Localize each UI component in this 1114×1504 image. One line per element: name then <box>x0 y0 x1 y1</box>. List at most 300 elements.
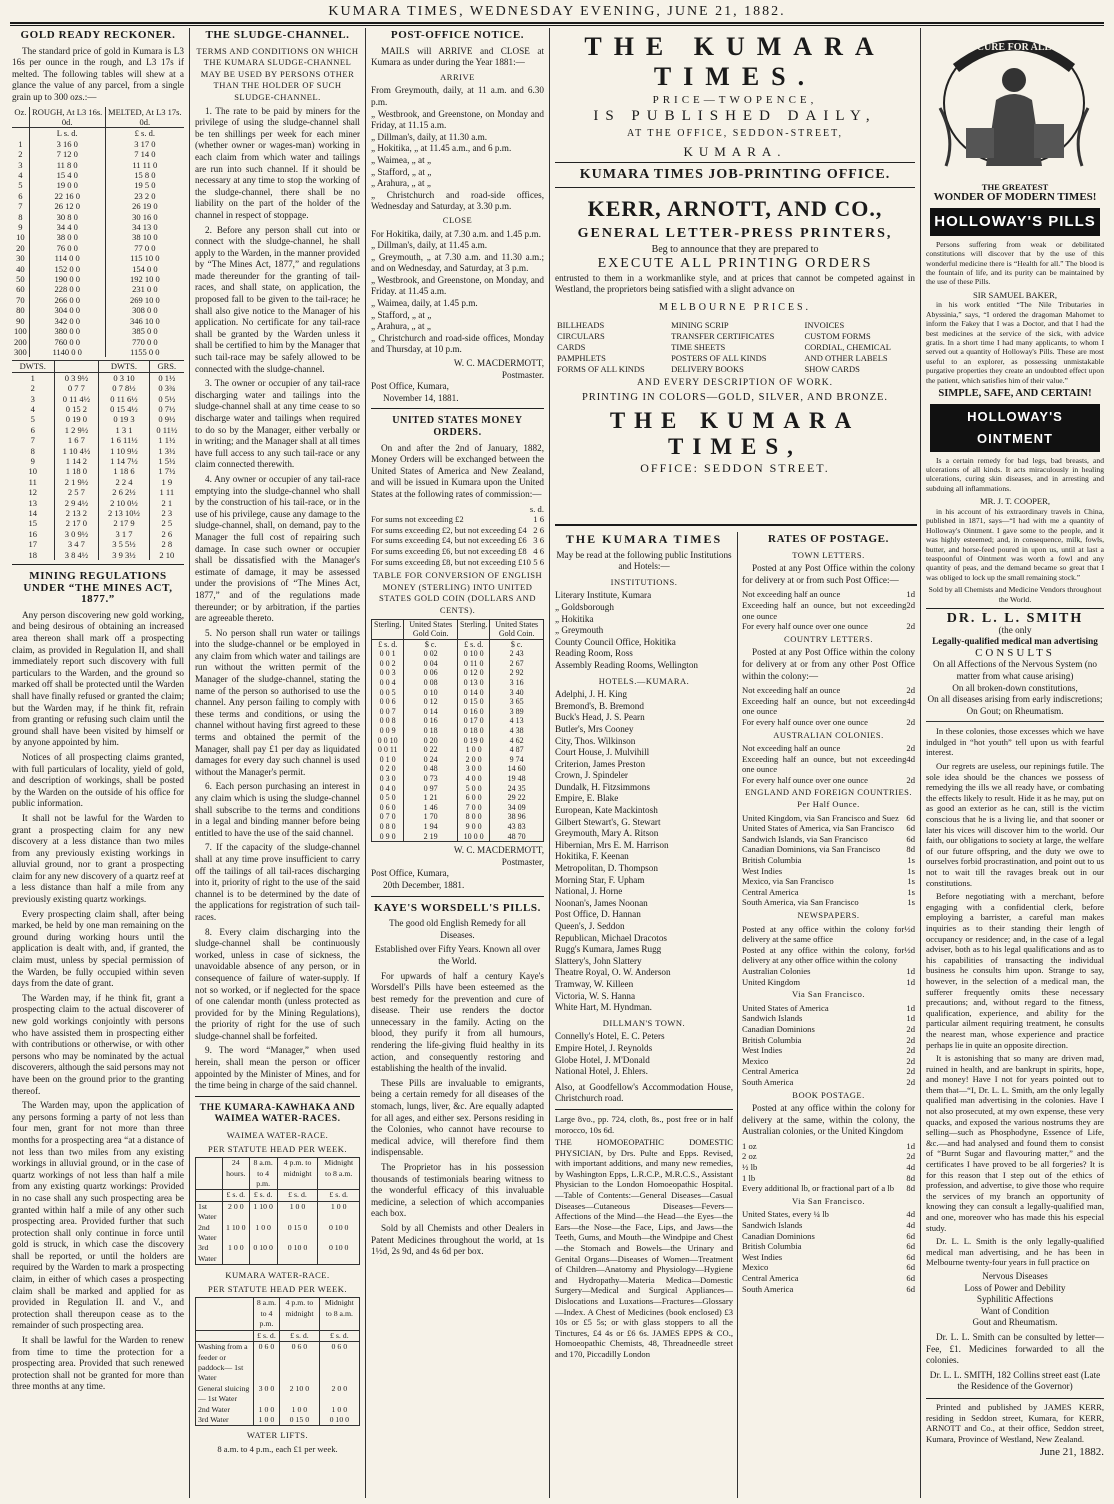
race1-header-cell: 24 hours. <box>222 1158 249 1190</box>
conversion-row <box>372 793 544 803</box>
race2-cell: 0 6 0 <box>319 1342 359 1384</box>
conversion-row-cell: 0 5 0 <box>379 793 396 803</box>
dwt-row-cell: 0 1½ <box>149 372 184 383</box>
holloway-sold: Sold by all Chemists and Medicine Vendors throughout the World. <box>928 585 1102 604</box>
via-sf-heading-2: Via San Francisco. <box>792 1195 865 1206</box>
oz-row-cell: 5 <box>18 180 23 191</box>
hotel: Butler's, Mrs Cooney <box>555 723 634 734</box>
conversion-row <box>372 707 544 717</box>
conversion-row <box>372 649 544 659</box>
oz-row <box>12 295 184 305</box>
dwt-row <box>12 539 184 549</box>
race2-cell: 2nd Water <box>198 1404 230 1414</box>
conversion-row-cell: 0 73 <box>404 774 458 784</box>
kaye-paragraph: Sold by all Chemists and other Dealers in Patent Medicines throughout the world, at 1s 1½d, 2s 9d, and 4s 6d per box. <box>371 1222 544 1257</box>
institution: „ Hokitika <box>555 613 594 624</box>
dwt-row-cell: 3 0 9½ <box>54 529 99 539</box>
hotel: Metropolitan, D. Thompson <box>555 863 658 874</box>
smith-consults: CONSULTS <box>975 646 1055 659</box>
conversion-row-cell: 4 13 <box>490 716 544 726</box>
foreign-rate <box>742 813 915 824</box>
race2-cell: 1 0 0 <box>319 1405 359 1415</box>
dillmans-heading: DILLMAN'S TOWN. <box>602 1017 686 1028</box>
times-published: IS PUBLISHED DAILY, <box>593 107 877 124</box>
dwt-row-cell: 0 15 4½ <box>99 404 149 414</box>
race2-header-cell: 8 a.m. to 4 p.m. <box>253 1298 279 1330</box>
oz-row-cell: 76 0 0 <box>29 243 105 253</box>
dillmans-hotel: National Hotel, J. Ehlers. <box>555 1066 648 1077</box>
conversion-row-cell: 0 06 <box>404 668 458 678</box>
rate-value: 6d <box>906 1241 915 1252</box>
newspaper-rate <box>742 924 915 945</box>
oz-row-cell: 269 10 0 <box>105 295 184 305</box>
printing-item: MINING SCRIP <box>671 319 729 330</box>
rate-label: For sums exceeding £4, but not exceeding £6 <box>371 535 527 546</box>
oz-row <box>12 212 184 222</box>
printing-item-row <box>555 331 915 342</box>
oz-row-cell: 200 <box>14 336 27 347</box>
dwt-row <box>12 404 184 414</box>
rate-value: 6d <box>906 1273 915 1283</box>
rate-label: South America, via San Francisco <box>742 897 859 908</box>
dwts-header: DWTS. <box>12 361 54 372</box>
oz-row-cell: 308 0 0 <box>105 305 184 315</box>
rate-label: Not exceeding half an ounce <box>742 743 841 754</box>
masthead: KUMARA TIMES, WEDNESDAY EVENING, JUNE 21, 1882. <box>328 4 786 19</box>
dwts-header: DWTS. <box>99 361 149 372</box>
rate-label: ½ lb <box>742 1162 758 1173</box>
rate-label: Australian Colonies <box>742 965 811 976</box>
sludge-paragraph: 7. If the capacity of the sludge-channel shall at any time prove insufficient to carry off the tailings of all tail-races discharging into it, priority of right to the use of the said channel is to be determined by the date of the applications for registration of such tail-races. <box>195 842 360 922</box>
dwt-row-cell: 14 <box>28 508 38 518</box>
rate-value: 1s <box>907 876 915 887</box>
race1-cell: 1st Water <box>198 1201 217 1222</box>
foreign-rate <box>742 887 915 898</box>
conversion-row-cell: 9 0 0 <box>458 822 490 832</box>
town-rate <box>742 589 915 600</box>
gold-title: GOLD READY RECKONER. <box>20 29 176 41</box>
rate-label: South America <box>742 1076 794 1087</box>
sludge-paragraph: 6. Each person purchasing an interest in any claim which is using the sludge-channel shall subscribe to the terms and conditions in a legal and binding manner before being entitled to have the use of the said channel. <box>195 781 360 838</box>
sludge-paragraph: 3. The owner or occupier of any tail-race discharging water and tailings into the sludge-channel shall at any time cease to so discharge water and tailings when required to do so by the Manager, either verbally or in writing; and the Manager shall at all times have full access to any such tail-race or any claim connected therewith. <box>195 378 360 470</box>
hotel: Noonan's, James Noonan <box>555 897 648 908</box>
rate-value: 6d <box>906 1283 915 1294</box>
post-intro: MAILS will ARRIVE and CLOSE at Kumara as under during the Year 1881:— <box>371 45 544 68</box>
institution: „ Goldsborough <box>555 601 614 612</box>
oz-row-cell: 10 <box>16 232 25 243</box>
grs-header: GRS. <box>149 361 184 372</box>
rate-label: Central America <box>742 1066 799 1077</box>
conversion-row <box>372 678 544 688</box>
conversion-row-cell: 4 87 <box>490 745 544 755</box>
times-block-rule <box>555 524 917 526</box>
dwt-row-cell: 8 <box>30 445 35 456</box>
rate-value: 2d <box>906 1034 915 1045</box>
sludge-paragraph: 5. No person shall run water or tailings into the sludge-channel or be employed in any claim from which water and tailings are run without the written permit of the Manager of the sludge-channel, stating the name of the person so authorised to use the channel. Any person failing to comply with these terms and conditions, or using the channel without having first agreed to these terms and obtained the permit of the Manager, shall pay £1 per day as liquidated damages for every day such channel is used without the Manager's permit. <box>195 627 360 777</box>
conversion-row <box>372 774 544 784</box>
hotel: Hokitika, F. Keenan <box>555 851 629 862</box>
hotel: Morning Star, F. Upham <box>555 874 645 885</box>
dwt-row-cell: 2 5 7 <box>54 487 99 497</box>
rate-label: British Columbia <box>742 1241 802 1252</box>
commission-rate <box>371 525 544 536</box>
dwt-row-cell: 5 <box>30 414 35 425</box>
cure-for-all-seal <box>926 28 1102 178</box>
conversion-row <box>372 822 544 832</box>
oz-row-cell: 30 16 0 <box>105 212 184 222</box>
gold-oz-table <box>12 107 184 358</box>
money-orders-title: UNITED STATES MONEY ORDERS. <box>392 415 523 438</box>
conversion-row-cell: 0 18 0 <box>458 726 490 736</box>
rate-value: 8d <box>906 1172 915 1183</box>
rate-value: 2 6 <box>533 524 544 535</box>
book-rate <box>742 1173 915 1184</box>
times-office: AT THE OFFICE, SEDDON-STREET, <box>626 128 844 140</box>
oz-row <box>12 191 184 201</box>
printing-item: CORDIAL, CHEMICAL <box>804 341 891 352</box>
dwt-row-cell: 0 7 7 <box>54 383 99 393</box>
conversion-row-cell: 0 0 10 <box>377 735 398 745</box>
dwt-row-cell: 0 7½ <box>149 404 184 414</box>
arrive-line: „ Waimea, „ at „ <box>371 154 432 165</box>
race1-cell: 2 0 0 <box>222 1201 249 1222</box>
conversion-row-cell: 5 0 0 <box>458 784 490 794</box>
oz-row <box>12 180 184 190</box>
conversion-row-cell: 34 09 <box>490 803 544 813</box>
waimea-race-sub: PER STATUTE HEAD PER WEEK. <box>208 1143 347 1154</box>
oz-header: Oz. <box>12 107 29 128</box>
every-description: AND EVERY DESCRIPTION OF WORK. <box>637 377 833 388</box>
race1-cell: 0 10 0 <box>277 1243 318 1264</box>
waimea-rates-table <box>195 1157 360 1265</box>
arrive-line: „ Arahura, „ at „ <box>371 178 431 189</box>
country-rate <box>742 717 915 728</box>
conversion-row-cell: 1 0 0 <box>458 745 490 755</box>
dwt-row <box>12 456 184 466</box>
dwt-row-cell: 0 3 10 <box>99 372 149 383</box>
conversion-row <box>372 716 544 726</box>
conversion-row-cell: 0 1 0 <box>379 754 396 764</box>
dwt-row-cell: 13 <box>28 497 38 508</box>
holloways-ointment-banner: HOLLOWAY'S OINTMENT <box>930 404 1100 452</box>
conversion-row-cell: 1 21 <box>404 793 458 803</box>
rate-label: Posted at any office within the colony for delivery at the same office <box>742 923 905 945</box>
conversion-row <box>372 832 544 842</box>
smith-list-item: Nervous Diseases <box>982 1270 1048 1281</box>
australian-rate <box>742 754 915 775</box>
conversion-row-cell: 4 62 <box>490 736 544 746</box>
hotel: Bremond's, B. Bremond <box>555 700 644 711</box>
oz-row-cell: 385 0 0 <box>105 326 184 336</box>
race2-header-row <box>196 1298 360 1330</box>
rate-label: Mexico <box>742 1055 769 1066</box>
race2-cell: General sluicing— 1st Water <box>198 1383 250 1404</box>
rate-label: United States of America, via San Francisco <box>742 823 895 834</box>
conversion-row-cell: 7 0 0 <box>458 803 490 813</box>
arrive-line: „ Christchurch and road-side offices, Wednesday and Saturday, at 3.30 p.m. <box>371 189 544 212</box>
country-rate <box>742 685 915 696</box>
conversion-row <box>372 736 544 746</box>
close-line: „ Arahura, „ at „ <box>371 321 431 332</box>
dwt-row-cell: 0 19 0 <box>54 414 99 424</box>
melted-header: MELTED, At L3 17s. 0d. <box>105 107 184 128</box>
oz-row-cell: 7 <box>18 201 23 212</box>
conversion-row-cell: 0 10 <box>404 688 458 698</box>
hotel: Greymouth, Mary A. Ritson <box>555 828 659 839</box>
postmaster-role: Postmaster. <box>501 369 544 380</box>
oz-row-cell: 760 0 0 <box>29 337 105 347</box>
oz-row-cell: 770 0 0 <box>105 337 184 347</box>
book-rate <box>742 1162 915 1173</box>
printing-items <box>555 320 915 375</box>
printing-item-row <box>555 320 915 331</box>
dwt-row-cell: 2 6 2½ <box>99 487 149 497</box>
hotel: City, Thos. Wilkinson <box>555 735 636 746</box>
australian-heading: AUSTRALIAN COLONIES. <box>773 729 884 740</box>
printing-item: TIME SHEETS <box>671 341 726 352</box>
race2-header-row <box>196 1330 360 1341</box>
oz-row-cell: 7 12 0 <box>29 149 105 159</box>
printed-by: Printed and published by JAMES KERR, residing in Seddon street, Kumara, for KERR, ARNOTT and Co., at their office, Seddon street, Kumara, Province of Westland, New Zealand. <box>926 1401 1104 1444</box>
rate-value: 4d <box>906 1220 915 1231</box>
oz-row-cell: 50 <box>16 274 25 285</box>
units: $ c. <box>404 639 458 649</box>
oz-row-cell: 300 <box>14 346 27 357</box>
conversion-row-cell: 2 67 <box>490 659 544 669</box>
oz-row-cell: 34 4 0 <box>29 222 105 232</box>
race2-cell: 2 10 0 <box>280 1384 320 1405</box>
hotel: White Hart, M. Hyndman. <box>555 1002 652 1013</box>
dwt-row-cell: 1 9 <box>149 477 184 487</box>
book-sf-rate <box>742 1209 915 1220</box>
conversion-row-cell: 3 16 <box>490 678 544 688</box>
rate-value: 1s <box>907 886 915 897</box>
book-sf-rate <box>742 1220 915 1231</box>
also-line: Also, at Goodfellow's Accommodation House, Christchurch road. <box>555 1081 733 1104</box>
dillmans-hotel: Empire Hotel, J. Reynolds <box>555 1042 653 1053</box>
conversion-row-cell: 0 0 6 <box>379 697 396 707</box>
conversion-row-cell: 0 11 0 <box>458 659 490 669</box>
oz-row-cell: 30 8 0 <box>29 212 105 222</box>
dwt-row-cell: 1 <box>30 372 35 383</box>
firm-name: KERR, ARNOTT, AND CO., <box>587 195 883 221</box>
rate-value: ½d <box>904 944 915 955</box>
dwt-row-cell: 3 5 5½ <box>99 539 149 549</box>
conversion-row-cell: 0 16 <box>404 716 458 726</box>
book-postage-heading: BOOK POSTAGE. <box>792 1089 865 1100</box>
execute-line: EXECUTE ALL PRINTING ORDERS <box>597 256 873 272</box>
rate-value: 1 6 <box>533 514 544 525</box>
newspaper-sf-rate <box>742 1066 915 1077</box>
race1-header-cell <box>196 1190 223 1201</box>
rate-value: 4d <box>906 753 915 764</box>
dwt-row-cell: 2 10 0½ <box>99 498 149 508</box>
rate-value: 6d <box>906 1230 915 1241</box>
units: $ c. <box>490 639 544 649</box>
conversion-row-cell: 0 6 0 <box>379 802 396 812</box>
oz-row <box>12 243 184 253</box>
oz-row <box>12 274 184 284</box>
dwt-row-cell: 1 18 6 <box>99 466 149 476</box>
dwt-row-cell: 1 1½ <box>149 435 184 445</box>
oz-row-cell: 7 14 0 <box>105 149 184 159</box>
dwt-row-cell: 2 5 <box>149 518 184 528</box>
water-races-title: THE KUMARA-KAWHAKA AND WAIMEA WATER-RACES. <box>199 1102 356 1125</box>
rate-value: 2d <box>906 599 915 610</box>
conversion-row-cell: 3 0 0 <box>458 764 490 774</box>
kaye-paragraph: These Pills are invaluable to emigrants, being a certain remedy for all diseases of the stomach, lungs, liver, &c. Are equally adapted for all ages, and either sex. Persons residing in the Colonies, who cannot have recourse to medical advice, will therefore find them indispensable. <box>371 1077 544 1158</box>
oz-row-cell: 1155 0 0 <box>105 347 184 357</box>
conversion-row-cell: 0 0 3 <box>379 668 396 678</box>
rate-value: 3 6 <box>533 535 544 546</box>
newspapers-heading: NEWSPAPERS. <box>797 910 860 920</box>
cooper-text: in his account of his extraordinary travels in China, published in 1871, says—“I had with me a quantity of Holloway's Ointment. I gave some to the people, and it was highly esteemed; and, in consequence, milk, fowls, butter, and horse-feed poured in upon us, until at last a teaspoonful of Ointment was worth a fowl and any quantity of peas, and the demand became so great that I was obliged to lock up the small remaining stock.” <box>926 506 1104 582</box>
newspaper-sf-rate <box>742 1077 915 1088</box>
sludge-terms: TERMS AND CONDITIONS ON WHICH THE KUMARA SLUDGE-CHANNEL MAY BE USED BY PERSONS OTHER THAN THE HOLDER OF SUCH SLUDGE-CHANNEL. <box>196 45 359 102</box>
ointment-text: Is a certain remedy for bad legs, bad breasts, and ulcerations of all kinds. It acts miraculously in healing ulcerations, curing skin diseases, and in arresting and subduing all inflammations. <box>926 455 1104 493</box>
printing-item-row <box>555 364 915 375</box>
race2-cell: 1 0 0 <box>253 1415 279 1426</box>
kumara-race-title: KUMARA WATER-RACE. <box>225 1270 330 1281</box>
commission-rate <box>371 557 544 568</box>
mining-paragraph: Any person discovering new gold working, and being desirous of obtaining an increased area thereon shall mark off a prospecting claim, as provided in Regulation II, and shall immediately report such discovery with full particulars to the Warden, and the ground so marked off shall be protected until the Warden shall have finally refused or granted the claim; but the Warden may, if he think fit, refrain from granting or refusing such claim until the ground shall have been visited by himself or by anyone appointed by him. <box>12 609 184 748</box>
money-role: Postmaster, <box>501 856 544 867</box>
oz-row <box>12 337 184 347</box>
rate-value: 1d <box>906 1140 915 1151</box>
rate-value: 1s <box>907 865 915 876</box>
sludge-paragraph: 9. The word “Manager,” when used herein, shall mean the person or officer appointed by the Minister of Mines, and for the time being in charge of the said channel. <box>195 1045 360 1091</box>
rate-label: United Kingdom, via San Francisco and Suez <box>742 812 899 823</box>
rate-label: Sandwich Islands <box>742 1013 803 1024</box>
race1-header-cell: Midnight to 8 a.m. <box>318 1158 360 1190</box>
dwt-row-cell: 1 18 0 <box>54 466 99 476</box>
dwt-row-cell: 0 7 8½ <box>99 383 149 393</box>
conversion-row-cell: 48 70 <box>490 832 544 842</box>
oz-row <box>12 305 184 315</box>
oz-row <box>12 347 184 357</box>
rate-label: Not exceeding half an ounce <box>742 589 841 600</box>
column-rule <box>737 532 738 1498</box>
rate-label: British Columbia <box>742 1034 802 1045</box>
book-extra: Every additional lb, or fractional part of a lb 8d <box>742 1183 915 1194</box>
smith-legally: Legally-qualified medical man advertising <box>932 636 1098 647</box>
commission-rate <box>371 535 544 546</box>
conversion-row <box>372 659 544 669</box>
race2-row <box>196 1342 360 1384</box>
smith-on1: On all Affections of the Nervous System (no matter from what cause arising) <box>933 659 1097 681</box>
times-price: PRICE—TWOPENCE, <box>652 94 818 106</box>
dwt-row-cell: 3 4 7 <box>54 539 99 549</box>
conversion-row-cell: 14 60 <box>490 764 544 774</box>
rate-value: 6d <box>906 833 915 844</box>
race2-row <box>196 1415 360 1426</box>
baker-heading: SIR SAMUEL BAKER, <box>973 289 1057 300</box>
postmaster-signature: W. C. MACDERMOTT, <box>453 358 544 369</box>
oz-row-cell: 266 0 0 <box>29 295 105 305</box>
smith-on3: On all diseases arising from early indiscretions; <box>927 694 1103 705</box>
newspaper-rate <box>742 966 915 977</box>
smith-list-item: Gout and Rheumatism. <box>972 1317 1058 1328</box>
water-lifts-title: WATER LIFTS. <box>246 1430 309 1441</box>
dwt-row-cell: 0 19 3 <box>99 414 149 424</box>
race1-header-cell: £ s. d. <box>222 1190 249 1201</box>
printers-line: GENERAL LETTER-PRESS PRINTERS, <box>577 225 893 241</box>
mining-paragraph: The Warden may, upon the application of any persons forming a party of not less than four men, grant for not more than three months for a prospecting area “at a distance of not less than two miles from any existing workings in alluvial ground, or in the case of quartz workings of not less than half a mile from any existing quartz workings: Provided in no case shall any such prospecting area be granted within half a mile of any other such prospecting area. Provided further that such protection shall only continue in force until gold is struck, in which case the discovery shall be reported, or until the holders are required by the Warden to mark a prospecting claim, in either of which cases a prospecting claim shall be marked and applied for as provided in Regulation II. and V., and protection shall thereupon cease as to the remainder of such prospecting area. <box>12 1100 184 1331</box>
race2-cell: 3 0 0 <box>253 1384 279 1405</box>
kaye-title: KAYE'S WORSDELL'S PILLS. <box>374 901 541 914</box>
oz-row-cell: 154 0 0 <box>105 264 184 274</box>
melbourne-prices: MELBOURNE PRICES. <box>658 301 812 313</box>
race1-header-row <box>196 1158 360 1190</box>
rate-value: 1d <box>906 1013 915 1024</box>
oz-row <box>12 232 184 242</box>
rate-value: 2d <box>906 1023 915 1034</box>
conversion-row-cell: 0 0 8 <box>379 716 396 726</box>
foreign-rate <box>742 866 915 877</box>
printing-item-row <box>555 342 915 353</box>
hotel: Crown, J. Spindeler <box>555 770 628 781</box>
times-office-2: OFFICE: SEDDON STREET. <box>640 460 830 475</box>
close-line: „ Stafford, „ at „ <box>371 309 432 320</box>
rate-label: Exceeding half an ounce, but not exceeding one ounce <box>742 753 907 775</box>
greatest-line: THE GREATEST <box>981 181 1049 192</box>
rate-label: United Kingdom <box>742 976 801 987</box>
oz-row-cell: 23 2 0 <box>105 191 184 201</box>
race1-header-row <box>196 1190 360 1201</box>
times-title-2: THE KUMARA TIMES, <box>609 407 861 459</box>
column-4 <box>555 532 733 1498</box>
dwt-row-cell: 7 <box>30 435 35 446</box>
smith-address: Dr. L. L. SMITH, 182 Collins street east (Late the Residence of the Governor) <box>929 1369 1101 1392</box>
rate-label: For every half ounce over one ounce <box>742 774 868 785</box>
conversion-row-cell: 1 46 <box>404 803 458 813</box>
oz-row-cell: 26 12 0 <box>29 201 105 211</box>
conversion-row-cell: 0 3 0 <box>379 774 396 783</box>
dwt-row-cell: 1 10 4½ <box>54 446 99 456</box>
oz-row-cell: 8 <box>18 211 23 222</box>
rate-label: West Indies <box>742 1251 783 1262</box>
oz-row-cell: 1 <box>18 138 23 149</box>
column-rule <box>365 28 366 1498</box>
column-5 <box>742 532 915 1498</box>
oz-row-cell: 11 11 0 <box>105 160 184 170</box>
commission-rate <box>371 546 544 557</box>
postage-title: RATES OF POSTAGE. <box>768 533 889 545</box>
column-6 <box>926 28 1104 1498</box>
dwt-row-cell: 9 <box>30 455 35 466</box>
race1-header-cell: 8 a.m. to 4 p.m. <box>249 1158 277 1190</box>
close-heading: CLOSE <box>442 214 473 225</box>
race1-cell: 1 0 0 <box>277 1201 318 1222</box>
race1-cell: 1 0 0 <box>249 1223 277 1244</box>
dwt-row-cell: 2 1 <box>149 498 184 508</box>
oz-row-cell: 9 <box>18 222 23 233</box>
hotel: Criterion, James Preston <box>555 758 646 769</box>
dwt-row <box>12 477 184 487</box>
conversion-row-cell: 0 08 <box>404 678 458 688</box>
conversion-row-cell: 0 14 0 <box>458 688 490 698</box>
dwt-row-cell: 1 10 9½ <box>99 446 149 456</box>
printing-item: BILLHEADS <box>557 319 605 330</box>
baker-text: in his work entitled “The Nile Tributaries in Abyssinia,” says, “I ordered the dragoman Mahomet to inform the Fakey that I was a Doctor, and that I had the best medicines at the service of the sick, with advice gratis. In a short time I had many applicants, to whom I served out a quantity of Holloway's Pills. These are most useful to an explorer, as possessing unmistakable purgative properties they create an undoubted effect upon the patient, which satisfies him of their value.” <box>926 300 1104 385</box>
smith-letter: Dr. L. L. Smith can be consulted by letter—Fee, £1. Medicines forwarded to all the colonies. <box>926 1331 1104 1366</box>
conversion-row-cell: 0 20 <box>404 736 458 746</box>
conversion-row-cell: 9 74 <box>490 755 544 765</box>
kumara-race-sub: PER STATUTE HEAD PER WEEK. <box>208 1283 347 1294</box>
foreign-rate <box>742 834 915 845</box>
entrusted-text: entrusted to them in a workmanlike style, and at prices that cannot be competed against in Westland, the proprietors being satisfied with a slight advance on <box>555 272 915 295</box>
sludge-paragraph: 4. Any owner or occupier of any tail-race emptying into the sludge-channel who shall by the construction of his tail-race, or in the use of his privilege, cause any damage to the sludge-channel, shall, on demand, pay to the Manager the full cost of repairing such damage. In case such owner or occupier shall be dissatisfied with the Manager's estimate of damage, it may be assessed under the provisions of “The Mines Act, 1877,” and of the regulations made thereunder; or by arbitration, if the parties are agreeable thereto. <box>195 473 360 624</box>
